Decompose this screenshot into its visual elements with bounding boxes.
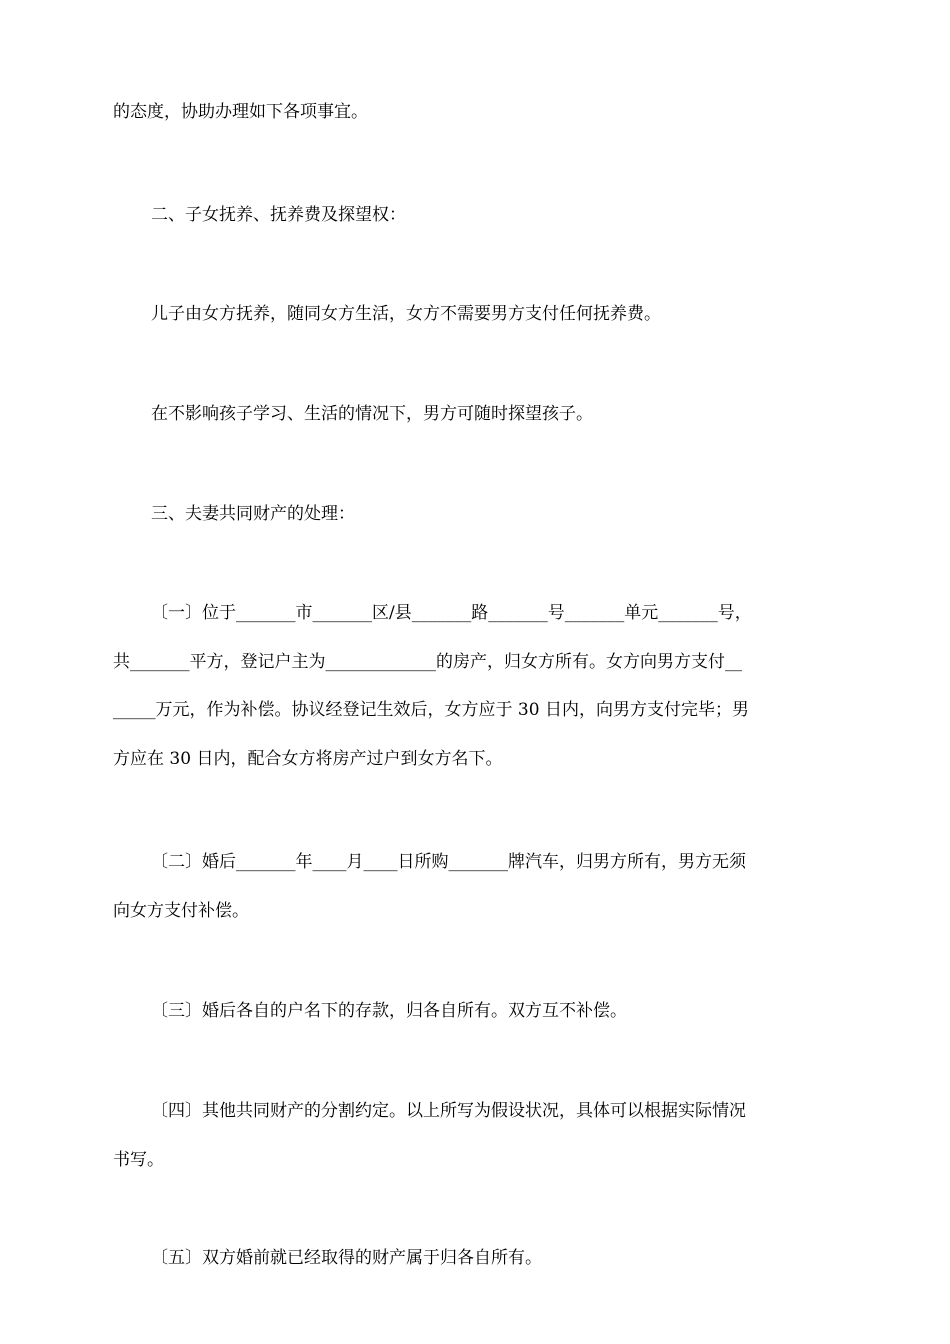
paragraph-property-car: [113, 838, 838, 935]
text-line: 书写。: [113, 1149, 164, 1170]
paragraph-property-house: [113, 589, 838, 783]
text-line: 〔二〕婚后_______年____月____日所购_______牌汽车，归男方所有，男方无须: [151, 852, 746, 872]
text-line: 〔四〕其他共同财产的分割约定。以上所写为假设状况，具体可以根据实际情况: [151, 1101, 746, 1121]
text-line: 的态度，协助办理如下各项事宜。: [113, 102, 368, 122]
section-heading-child-custody: [113, 191, 838, 240]
paragraph-intro-end: [113, 88, 838, 137]
paragraph-custody: [113, 290, 838, 339]
text-line: 在不影响孩子学习、生活的情况下，男方可随时探望孩子。: [151, 404, 593, 424]
section-heading-property: [113, 490, 838, 539]
text-line: 三、夫妻共同财产的处理：: [151, 504, 355, 524]
paragraph-visitation: [113, 390, 838, 439]
text-line: _____万元，作为补偿。协议经登记生效后，女方应于 30 日内，向男方支付完毕；男: [113, 700, 749, 720]
text-line: 〔三〕婚后各自的户名下的存款，归各自所有。双方互不补偿。: [151, 1001, 627, 1021]
text-line: 〔五〕双方婚前就已经取得的财产属于归各自所有。: [151, 1248, 542, 1268]
paragraph-property-other: [113, 1087, 838, 1184]
text-line: 向女方支付补偿。: [113, 900, 249, 921]
paragraph-property-savings: [113, 987, 838, 1036]
text-line: 二、子女抚养、抚养费及探望权：: [151, 205, 406, 225]
text-line: 方应在 30 日内，配合女方将房产过户到女方名下。: [113, 748, 503, 769]
text-line: 儿子由女方抚养，随同女方生活，女方不需要男方支付任何抚养费。: [151, 304, 661, 324]
text-line: 〔一〕位于_______市_______区/县_______路_______号_______单元_______号，: [151, 603, 752, 623]
text-line: 共_______平方，登记户主为_____________的房产，归女方所有。女方向男方支付__: [113, 651, 742, 672]
paragraph-property-premarital: [113, 1234, 838, 1283]
